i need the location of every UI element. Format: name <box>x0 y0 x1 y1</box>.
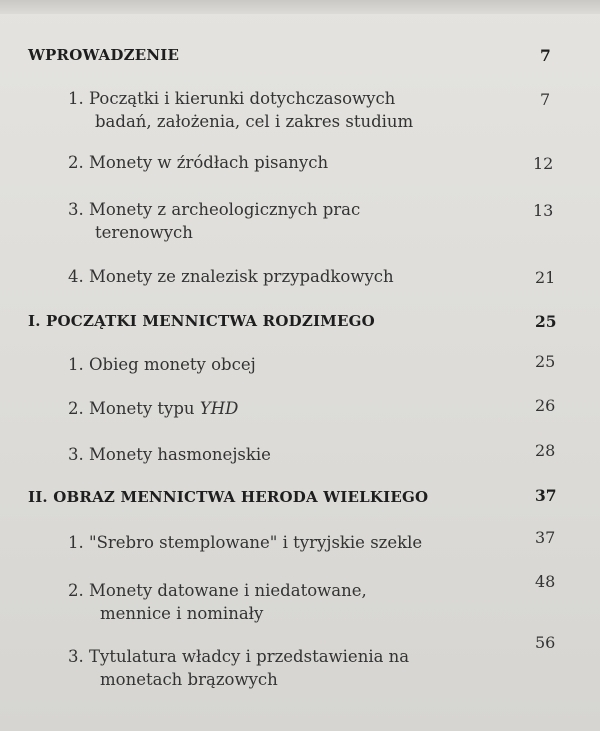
toc-item-ch2-2-line2: mennice i nominały <box>100 604 264 623</box>
toc-page-intro-2: 12 <box>533 154 554 173</box>
toc-item-ch1-3: 3. Monety hasmonejskie <box>68 445 271 464</box>
toc-page-ch2-3: 56 <box>535 633 556 652</box>
toc-page-intro-3: 13 <box>533 201 554 220</box>
chapter-page-1: 25 <box>535 312 557 331</box>
page-edge-shadow <box>0 0 600 14</box>
toc-page-intro-4: 21 <box>535 268 556 287</box>
chapter-page-2: 37 <box>535 486 557 505</box>
toc-page-ch2-2: 48 <box>535 572 556 591</box>
toc-item-ch2-3: 3. Tytulatura władcy i przedstawienia na <box>68 647 410 666</box>
toc-page-ch1-3: 28 <box>535 441 556 460</box>
toc-item-intro-1-line2: badań, założenia, cel i zakres studium <box>95 112 414 131</box>
toc-page-ch1-2: 26 <box>535 396 556 415</box>
toc-item-ch2-3-line2: monetach brązowych <box>100 670 278 689</box>
toc-item-intro-2: 2. Monety w źródłach pisanych <box>68 153 329 172</box>
toc-page-ch1-1: 25 <box>535 352 556 371</box>
chapter-title-1: I. POCZĄTKI MENNICTWA RODZIMEGO <box>28 312 375 330</box>
toc-item-intro-4: 4. Monety ze znalezisk przypadkowych <box>68 267 394 286</box>
toc-item-ch1-2: 2. Monety typu YHD <box>68 399 239 418</box>
section-title-intro: WPROWADZENIE <box>28 46 180 64</box>
toc-item-ch2-1: 1. "Srebro stemplowane" i tyryjskie szekle <box>68 533 423 552</box>
toc-page-ch2-1: 37 <box>535 528 556 547</box>
toc-item-ch2-2: 2. Monety datowane i niedatowane, <box>68 581 367 600</box>
chapter-title-2: II. OBRAZ MENNICTWA HERODA WIELKIEGO <box>28 488 429 506</box>
toc-item-intro-3-line2: terenowych <box>95 223 193 242</box>
toc-item-intro-1: 1. Początki i kierunki dotychczasowych <box>68 89 396 108</box>
toc-item-intro-3: 3. Monety z archeologicznych prac <box>68 200 361 219</box>
toc-item-ch1-1: 1. Obieg monety obcej <box>68 355 256 374</box>
section-page-intro: 7 <box>540 46 551 65</box>
toc-page-intro-1: 7 <box>540 90 551 109</box>
